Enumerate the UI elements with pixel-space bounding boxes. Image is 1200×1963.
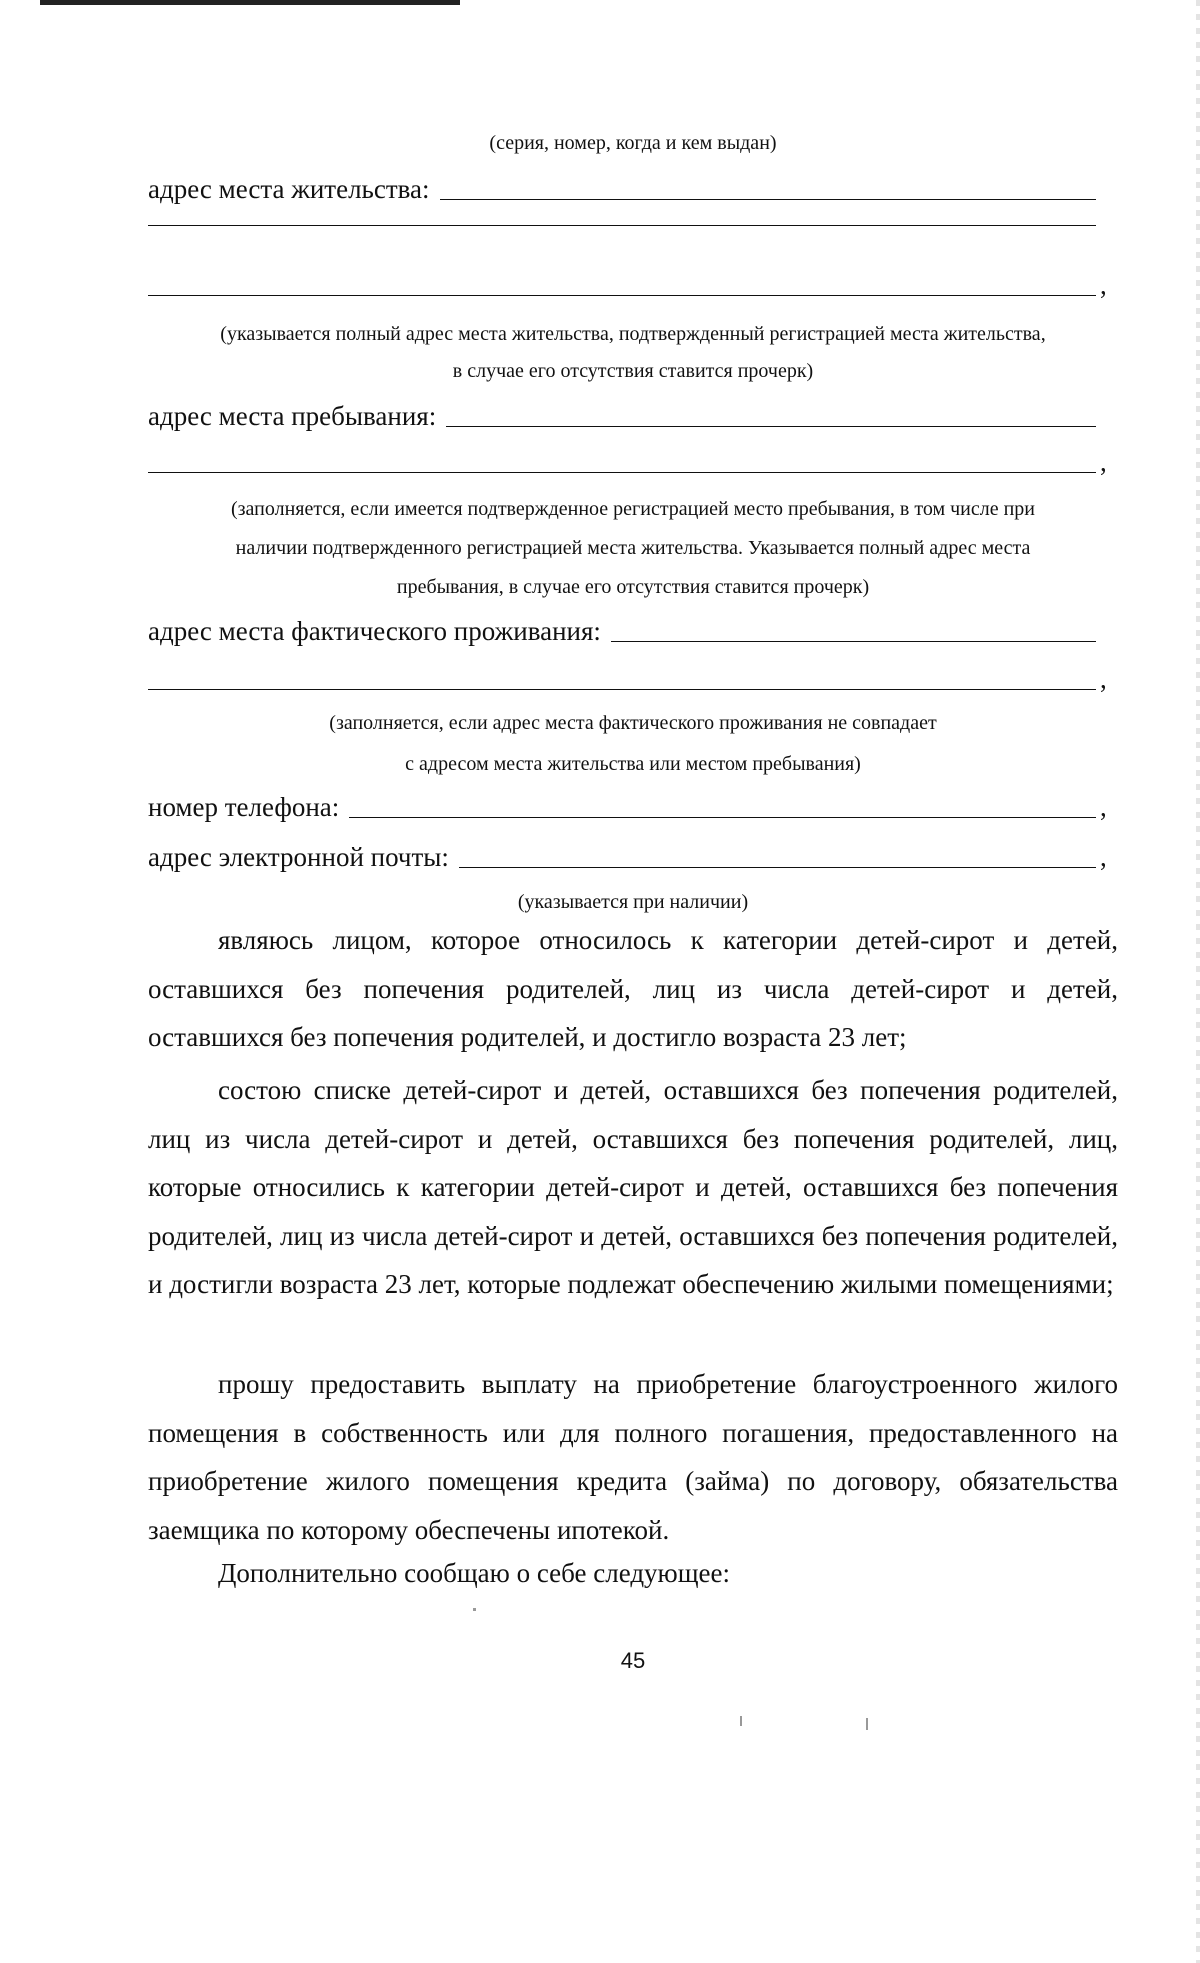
actual-note-line-2: с адресом места жительства или местом пребывания) bbox=[405, 753, 861, 775]
scan-speck bbox=[740, 1716, 742, 1726]
residence-address-field-2[interactable] bbox=[148, 224, 1118, 229]
stay-comma: , bbox=[1100, 447, 1107, 477]
actual-address-line-2[interactable] bbox=[148, 688, 1096, 690]
paragraph-list-text: состою списке детей-сирот и детей, оставшихся без попечения родителей, лиц из числа детей-сирот и детей, оставшихся без попечения родителей, лиц, которые относились к категории детей-сирот и детей, оставшихся без попечения родителей, лиц из числа детей-сирот и детей, оставшихся без попечения родителей, и достигли возраста 23 лет, которые подлежат обеспечению жилыми помещениями; bbox=[148, 1075, 1118, 1300]
stay-note-line-2: наличии подтвержденного регистрацией места жительства. Указывается полный адрес места bbox=[235, 537, 1031, 559]
residence-address-line-2[interactable] bbox=[148, 224, 1096, 226]
email-comma: , bbox=[1100, 842, 1107, 872]
scan-top-edge-line bbox=[40, 0, 460, 5]
residence-address-line[interactable] bbox=[440, 198, 1096, 200]
actual-note-line-1: (заполняется, если адрес места фактического проживания не совпадает bbox=[329, 712, 937, 734]
paragraph-list bbox=[148, 1066, 1118, 1309]
residence-address-field-3[interactable] bbox=[148, 272, 1118, 299]
actual-address-field[interactable] bbox=[148, 618, 1118, 645]
phone-line[interactable] bbox=[349, 816, 1096, 818]
residence-address-field[interactable] bbox=[148, 176, 1118, 203]
actual-comma: , bbox=[1100, 664, 1107, 694]
email-line[interactable] bbox=[459, 866, 1096, 868]
paragraph-additional bbox=[148, 1549, 1118, 1598]
stay-note-line-1: (заполняется, если имеется подтвержденное регистрацией место пребывания, в том числе при bbox=[230, 498, 1036, 520]
stay-note-line-3: пребывания, в случае его отсутствия ставится прочерк) bbox=[396, 576, 870, 598]
paragraph-status bbox=[148, 916, 1118, 1062]
paragraph-request-text: прошу предоставить выплату на приобретение благоустроенного жилого помещения в собственность или для полного погашения, предоставленного на приобретение жилого помещения кредита (займа) по договору, обязательства заемщика по которому обеспечены ипотекой. bbox=[148, 1369, 1118, 1545]
phone-field[interactable] bbox=[148, 794, 1118, 821]
stay-address-line-2[interactable] bbox=[148, 471, 1096, 473]
email-label: адрес электронной почты: bbox=[148, 842, 449, 872]
residence-address-line-3[interactable] bbox=[148, 294, 1096, 296]
scan-right-edge bbox=[1196, 0, 1200, 1963]
residence-note-line-1: (указывается полный адрес места жительства, подтвержденный регистрацией места жительства, bbox=[220, 323, 1046, 345]
residence-address-label: адрес места жительства: bbox=[148, 174, 430, 204]
stay-address-field[interactable] bbox=[148, 403, 1118, 430]
email-note: (указывается при наличии) bbox=[517, 891, 749, 913]
stay-address-label: адрес места пребывания: bbox=[148, 401, 437, 431]
actual-address-line[interactable] bbox=[611, 640, 1096, 642]
phone-label: номер телефона: bbox=[148, 792, 340, 822]
paragraph-status-text: являюсь лицом, которое относилось к категории детей-сирот и детей, оставшихся без попечения родителей, лиц из числа детей-сирот и детей, оставшихся без попечения родителей, и достигло возраста 23 лет; bbox=[148, 925, 1118, 1053]
residence-note-line-2: в случае его отсутствия ставится прочерк) bbox=[452, 360, 814, 382]
paragraph-additional-text: Дополнительно сообщаю о себе следующее: bbox=[218, 1558, 730, 1588]
paragraph-request bbox=[148, 1360, 1118, 1554]
stay-address-field-2[interactable] bbox=[148, 449, 1118, 476]
page-number: 45 bbox=[620, 1648, 646, 1673]
residence-comma: , bbox=[1100, 270, 1107, 300]
email-field[interactable] bbox=[148, 844, 1118, 871]
stay-address-line[interactable] bbox=[446, 425, 1096, 427]
actual-address-field-2[interactable] bbox=[148, 666, 1118, 693]
actual-address-label: адрес места фактического проживания: bbox=[148, 616, 601, 646]
phone-comma: , bbox=[1100, 792, 1107, 822]
scan-speck bbox=[473, 1608, 476, 1611]
scan-speck bbox=[866, 1718, 868, 1730]
passport-note: (серия, номер, когда и кем выдан) bbox=[489, 132, 777, 154]
